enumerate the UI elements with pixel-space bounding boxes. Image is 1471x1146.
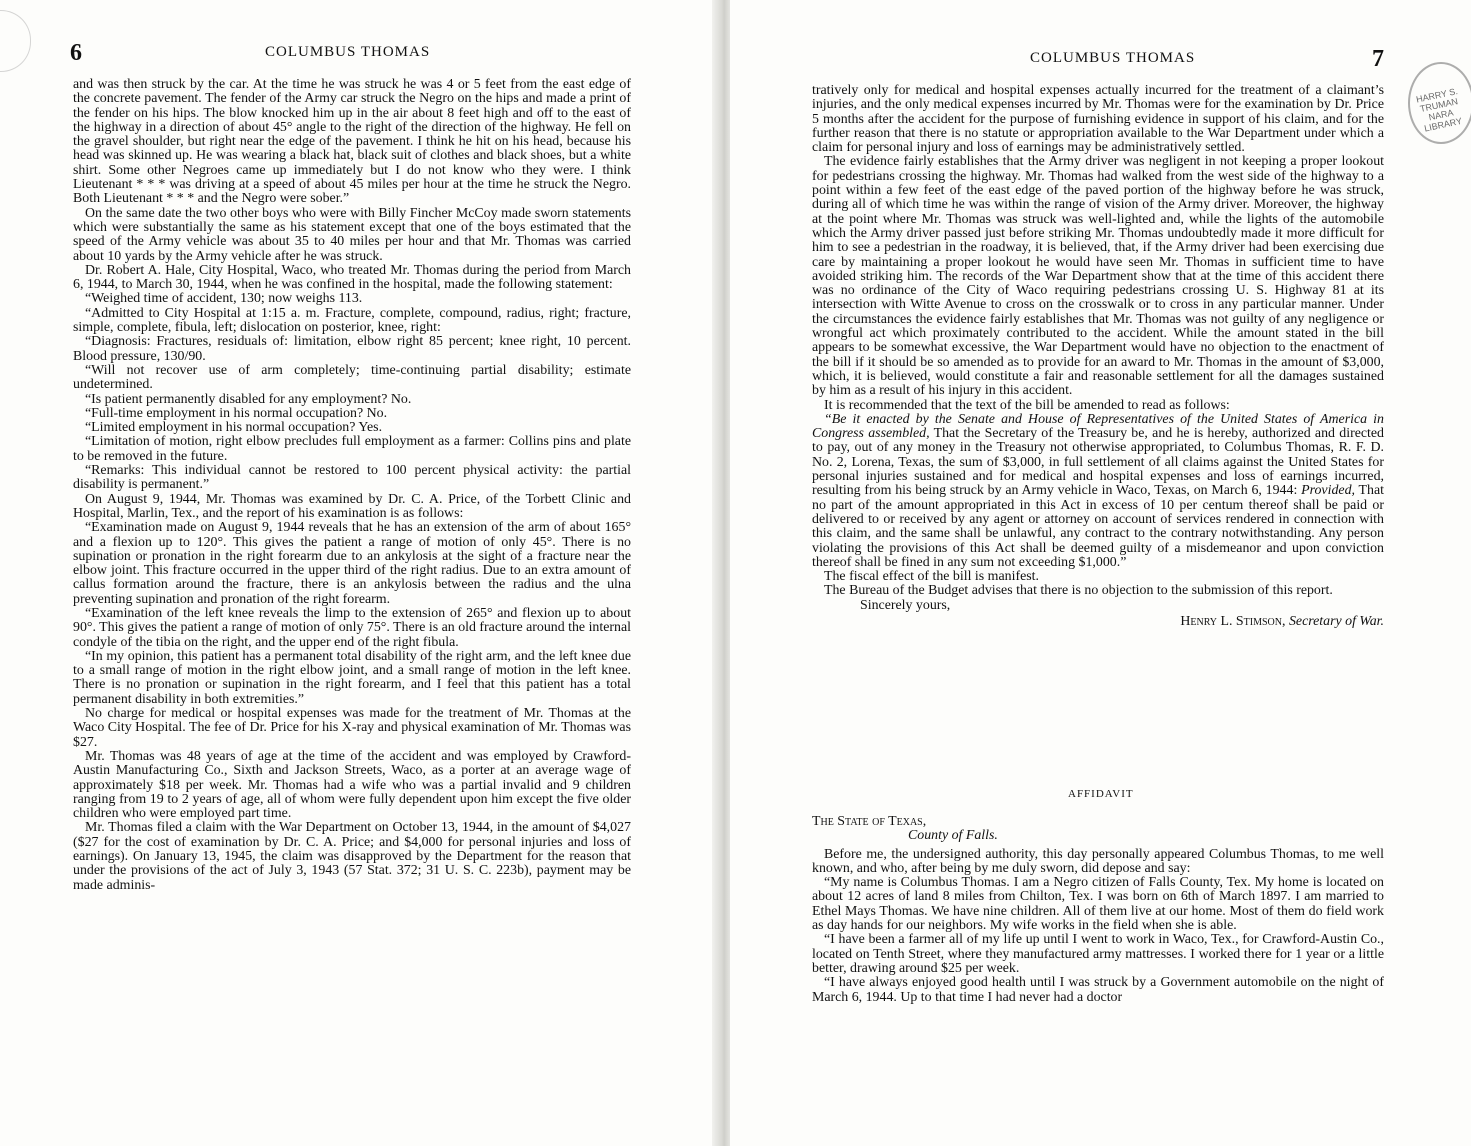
right-running-head: COLUMBUS THOMAS: [1030, 50, 1196, 66]
left-body-text: [73, 78, 631, 893]
affidavit-paragraph: “I have always enjoyed good health until I was struck by a Government automobile on the night of March 6, 1944. Up to that time I had never had a doctor: [812, 975, 1384, 1005]
left-paragraph: On the same date the two other boys who were with Billy Fincher McCoy made sworn statements which were substantially the same as his statement except that one of the boys estimated that the speed of the Army vehicle was about 35 to 40 miles per hour and that Mr. Thomas was carried about 10 yards by the Army vehicle after he was struck.: [73, 205, 631, 264]
right-body-text: [812, 84, 1384, 629]
county-line: [812, 829, 1384, 843]
signer-name: Henry L. Stimson,: [1180, 613, 1286, 629]
left-paragraph: “Diagnosis: Fractures, residuals of: limitation, elbow right 85 percent; knee right, 10 percent. Blood pressure, 130/90.: [73, 334, 631, 364]
left-running-head: COLUMBUS THOMAS: [265, 44, 431, 60]
bill-enacting-clause: “Be it enacted by the Senate and House of Representatives of the United States of America in Congress assembled,: [812, 411, 1384, 442]
state-line: The State of Texas,: [812, 814, 927, 829]
signature-line: [812, 615, 1384, 629]
left-page-number: 6: [70, 40, 82, 66]
left-paragraph: “Remarks: This individual cannot be restored to 100 percent physical activity: the partial disability is permanent.”: [73, 463, 631, 493]
right-paragraph: The evidence fairly establishes that the Army driver was negligent in not keeping a proper lookout for pedestrians crossing the highway. Mr. Thomas had walked from the west side of the highway to a point within a few feet of the east edge of the paved portion of the highway before he was struck, during all of which time he was within the range of vision of the Army driver. Moreover, the highway at the point where Mr. Thomas was struck was well-lighted and, while the lights of the automobile which the Army driver passed just before striking Mr. Thomas undoubtedly made it more difficult for him to see a pedestrian in the roadway, it is believed, that, if the Army driver had been exercising due care by maintaining a proper lookout he would have seen Mr. Thomas in sufficient time to have avoided striking him. The records of the War Department show that at the time of this accident there was no ordinance of the City of Waco requiring pedestrians crossing U. S. Highway 81 at its intersection with Witte Avenue to cross on the crosswalk or to cross in any particular manner. Under the circumstances the evidence fairly establishes that Mr. Thomas was not guilty of any negligence or wrongful act which proximately contributed to the accident. While the amount stated in the bill appears to be somewhat excessive, the War Department would have no objection to the enactment of the bill if it should be so amended as to provide for an award to Mr. Thomas in the amount of $3,000, which, it is believed, would constitute a fair and reasonable settlement for all the damages sustained by him as a result of his injury in this accident.: [812, 154, 1384, 399]
affidavit-heading: AFFIDAVIT: [1068, 788, 1134, 800]
library-stamp-text: HARRY S. TRUMAN NARA LIBRARY: [1415, 86, 1463, 134]
right-page-number: 7: [1372, 46, 1384, 72]
bill-provided: Provided,: [1301, 483, 1355, 499]
left-paragraph: “Will not recover use of arm completely; time-continuing partial disability; estimate undetermined.: [73, 362, 631, 393]
right-paragraph: The Bureau of the Budget advises that there is no objection to the submission of this report.: [824, 583, 1333, 599]
right-paragraph: It is recommended that the text of the bill be amended to read as follows:: [824, 397, 1230, 413]
left-paragraph: “Limited employment in his normal occupation? Yes.: [85, 420, 383, 436]
bill-body-a: That the Secretary of the Treasury be, and he is hereby, authorized and directed to pay, out of any money in the Treasury not otherwise appropriated, to Columbus Thomas, R. F. D. No. 2, Lorena, Texas, the sum of $3,000, in full settlement of all claims against the United States for personal injuries sustained and for medical and hospital expenses and loss of earnings incurred, resulting from his being struck by an Army vehicle in Waco, Texas, on March 6, 1944:: [812, 426, 1384, 499]
affidavit-text: [812, 815, 1384, 1005]
closing: Sincerely yours,: [860, 597, 951, 613]
left-paragraph: “Full-time employment in his normal occupation? No.: [85, 405, 388, 421]
affidavit-paragraph: “My name is Columbus Thomas. I am a Negro citizen of Falls County, Tex. My home is located on about 12 acres of land 8 miles from Chilton, Tex. I was born on 6th of March 1897. I am married to Ethel Mays Thomas. We have nine children. All of them live at our home. Most of them do field work as day hands for our neighbors. My wife works in the field when she is able.: [812, 875, 1384, 934]
bill-body-b: That no part of the amount appropriated in this Act in excess of 10 per centum thereof shall be paid or delivered to or received by any agent or attorney on account of services rendered in connection with this claim, and the same shall be unlawful, any contract to the contrary notwithstanding. Any person violating the provisions of this Act shall be deemed guilty of a misdemeanor and upon conviction thereof shall be fined in any sum not exceeding $1,000.”: [812, 483, 1384, 570]
left-paragraph: Mr. Thomas was 48 years of age at the time of the accident and was employed by Crawford-Austin Manufacturing Co., Sixth and Jackson Streets, Waco, as a porter at an average wage of approximately $18 per week. Mr. Thomas had a wife who was a partial invalid and 9 children ranging from 19 to 2 years of age, all of whom were fully dependent upon him except the five older children who were employed part time.: [73, 748, 631, 822]
left-paragraph: No charge for medical or hospital expenses was made for the treatment of Mr. Thomas at the Waco City Hospital. The fee of Dr. Price for his X-ray and physical examination of Mr. Thomas was $27.: [73, 706, 631, 750]
left-paragraph: “Weighed time of accident, 130; now weighs 113.: [85, 291, 363, 307]
left-paragraph: “Is patient permanently disabled for any employment? No.: [85, 391, 412, 407]
right-paragraph: The fiscal effect of the bill is manifest.: [824, 569, 1039, 585]
left-paragraph: “Admitted to City Hospital at 1:15 a. m. Fracture, complete, compound, radius, right; fracture, simple, complete, fibula, left; dislocation on posterior, knee, right:: [73, 305, 631, 336]
left-paragraph: “Examination of the left knee reveals the limp to the extension of 265° and flexion up to about 90°. This gives the patient a range of motion of only 75°. There is an old fracture around the internal condyle of the tibia on the right, and the upper end of the right fibula.: [73, 605, 631, 650]
left-paragraph: Dr. Robert A. Hale, City Hospital, Waco, who treated Mr. Thomas during the period from March 6, 1944, to March 30, 1944, when he was confined in the hospital, made the following statement:: [73, 262, 631, 293]
left-paragraph: “Limitation of motion, right elbow precludes full employment as a farmer: Collins pins and plate to be removed in the future.: [73, 434, 631, 464]
bill-text: [812, 413, 1384, 570]
left-paragraph: Mr. Thomas filed a claim with the War Department on October 13, 1944, in the amount of $4,027 ($27 for the cost of examination by Dr. C. A. Price; and $4,000 for personal injuries and loss of earnings). On January 13, 1945, the claim was disapproved by the Department for the reason that under the provisions of the act of July 3, 1943 (57 Stat. 372; 31 U. S. C. 223b), payment may be made adminis-: [73, 820, 631, 893]
left-paragraph: and was then struck by the car. At the time he was struck he was 4 or 5 feet from the east edge of the concrete pavement. The fender of the Army car struck the Negro on the hips and made a print of the fender on his hips. The blow knocked him up in the air about 8 feet high and off to the east of the highway in a direction of about 45° angle to the right of the direction of the highway. He fell on the gravel shoulder, but right near the edge of the pavement. I think he hit on his head, because his head was skinned up. He was wearing a black hat, black suit of clothes and black shoes, but a white shirt. Some other Negroes came up immediately but I do not know who they were. I think Lieutenant * * * was driving at a speed of about 45 miles per hour at the time he struck the Negro. Both Lieutenant * * * and the Negro were sober.”: [73, 77, 631, 207]
affidavit-paragraph: “I have been a farmer all of my life up until I went to work in Waco, Tex., for Crawford-Austin Co., located on Tenth Street, where they manufactured army mattresses. I worked there for 1 year or a little better, drawing around $25 per week.: [812, 932, 1384, 976]
county-name: County of Falls.: [908, 828, 998, 844]
affidavit-paragraph: Before me, the undersigned authority, this day personally appeared Columbus Thomas, to me well known, and who, after being by me duly sworn, did depose and say:: [812, 846, 1384, 876]
left-paragraph: “Examination made on August 9, 1944 reveals that he has an extension of the arm of about 165° and a flexion up to 120°. This gives the patient a range of motion of only 45°. There is no supination or pronation in the right forearm due to an ankylosis at the sight of a fracture near the elbow joint. This fracture occurred in the upper third of the right radius. Due to an extra amount of callus formation around the fracture, there is an ankylosis between the radius and the ulna preventing supination and pronation of the right forearm.: [73, 520, 631, 607]
left-paragraph: On August 9, 1944, Mr. Thomas was examined by Dr. C. A. Price, of the Torbett Clinic and Hospital, Marlin, Tex., and the report of his examination is as follows:: [73, 491, 631, 521]
left-paragraph: “In my opinion, this patient has a permanent total disability of the right arm, and the left knee due to a small range of motion in the right elbow joint, and a small range of motion in the left knee. There is no pronation or supination in the right forearm, and I feel that this patient has a total permanent disability in both extremities.”: [73, 648, 631, 707]
right-paragraph: tratively only for medical and hospital expenses actually incurred for the treatment of a claimant’s injuries, and the only medical expenses incurred by Mr. Thomas were for the examination by Dr. Price 5 months after the accident for the purpose of furnishing evidence in support of his claim, and for the further reason that there is no statute or appropriation available to the War Department under which a claim for personal injury and loss of earnings may be administratively settled.: [812, 83, 1384, 156]
signer-title: Secretary of War.: [1288, 613, 1384, 629]
